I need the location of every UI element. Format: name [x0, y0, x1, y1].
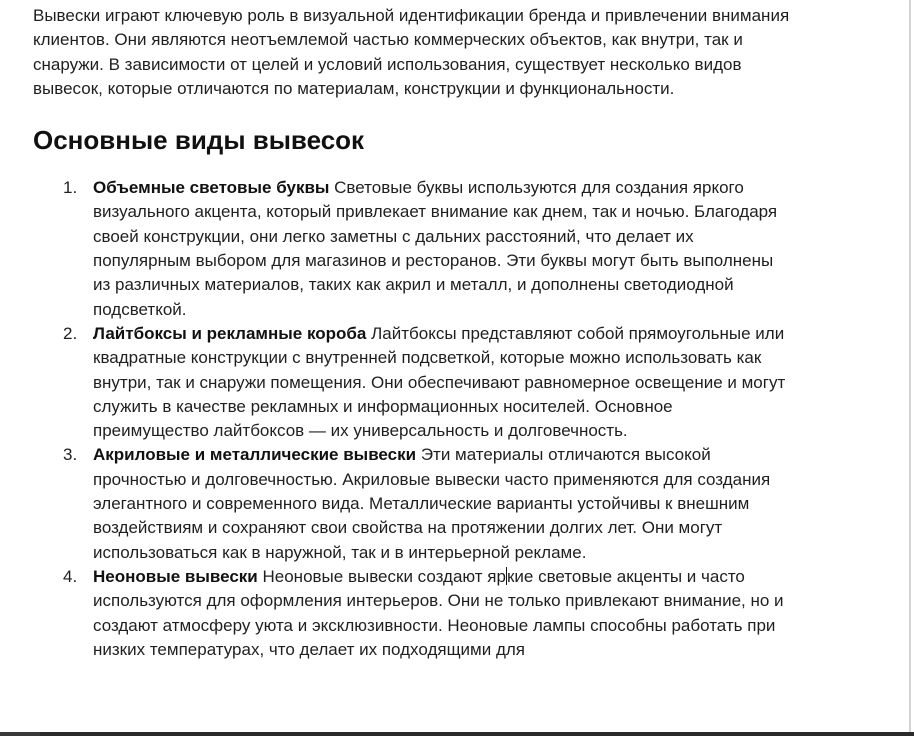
list-item-text-after-caret: кие световые акценты и часто используются для оформления интерьеров. Они не только привлекают внимание, но и создают атмосферу уюта и эксклюзивности. Неоновые лампы способны работать при низких температурах, что делает их подходящими для [93, 566, 784, 659]
list-item-text: Световые буквы используются для создания яркого визуального акцента, который привлекает внимание как днем, так и ночью. Благодаря своей конструкции, они легко заметны с дальних расстояний, что делает их популярным выбором для магазинов и ресторанов. Эти буквы могут быть выполнены из различных материалов, таких как акрил и металл, и дополнены светодиодной подсветкой. [93, 178, 778, 319]
list-item-title: Лайтбоксы и рекламные короба [93, 323, 367, 343]
list-item-number: 4. [63, 566, 78, 586]
list-item [63, 322, 793, 443]
list-item-title: Объемные световые буквы [93, 178, 330, 198]
list-item-text: Эти материалы отличаются высокой прочностью и долговечностью. Акриловые вывески часто применяются для создания элегантного и современного вида. Металлические варианты устойчивы к внешним воздействиям и сохраняют свои свойства на протяжении долгих лет. Они могут использоваться как в наружной, так и в интерьерной рекламе. [93, 445, 771, 562]
list-item [63, 565, 793, 662]
document-body[interactable] [33, 4, 793, 662]
intro-paragraph: Вывески играют ключевую роль в визуальной идентификации бренда и привлечении внимания клиентов. Они являются неотъемлемой частью коммерческих объектов, как внутри, так и снаружи. В зависимости от целей и условий использования, существует несколько видов вывесок, которые отличаются по материалам, конструкции и функциональности. [33, 6, 790, 98]
list-item-number: 3. [63, 445, 78, 465]
list-item-title: Акриловые и металлические вывески [93, 445, 417, 465]
page-edge-divider [909, 0, 911, 736]
list-item-number: 2. [63, 323, 78, 343]
list-item-title: Неоновые вывески [93, 566, 258, 586]
list-item-number: 1. [63, 178, 78, 198]
list-item [63, 443, 793, 564]
scrollbar-thumb[interactable] [40, 732, 914, 736]
scrollbar-track-start [0, 732, 40, 736]
section-heading: Основные виды вывесок [33, 125, 365, 156]
list-item-text: Лайтбоксы представляют собой прямоугольные или квадратные конструкции с внутренней подсветкой, которые можно использовать как внутри, так и снаружи помещения. Они обеспечивают равномерное освещение и могут служить в качестве рекламных и информационных носителей. Основное преимущество лайтбоксов — их универсальность и долговечность. [93, 323, 786, 441]
horizontal-scrollbar[interactable] [0, 732, 914, 736]
sign-types-list [33, 176, 793, 662]
list-item [63, 176, 793, 322]
list-item-text-before-caret: Неоновые вывески создают яр [262, 566, 506, 586]
